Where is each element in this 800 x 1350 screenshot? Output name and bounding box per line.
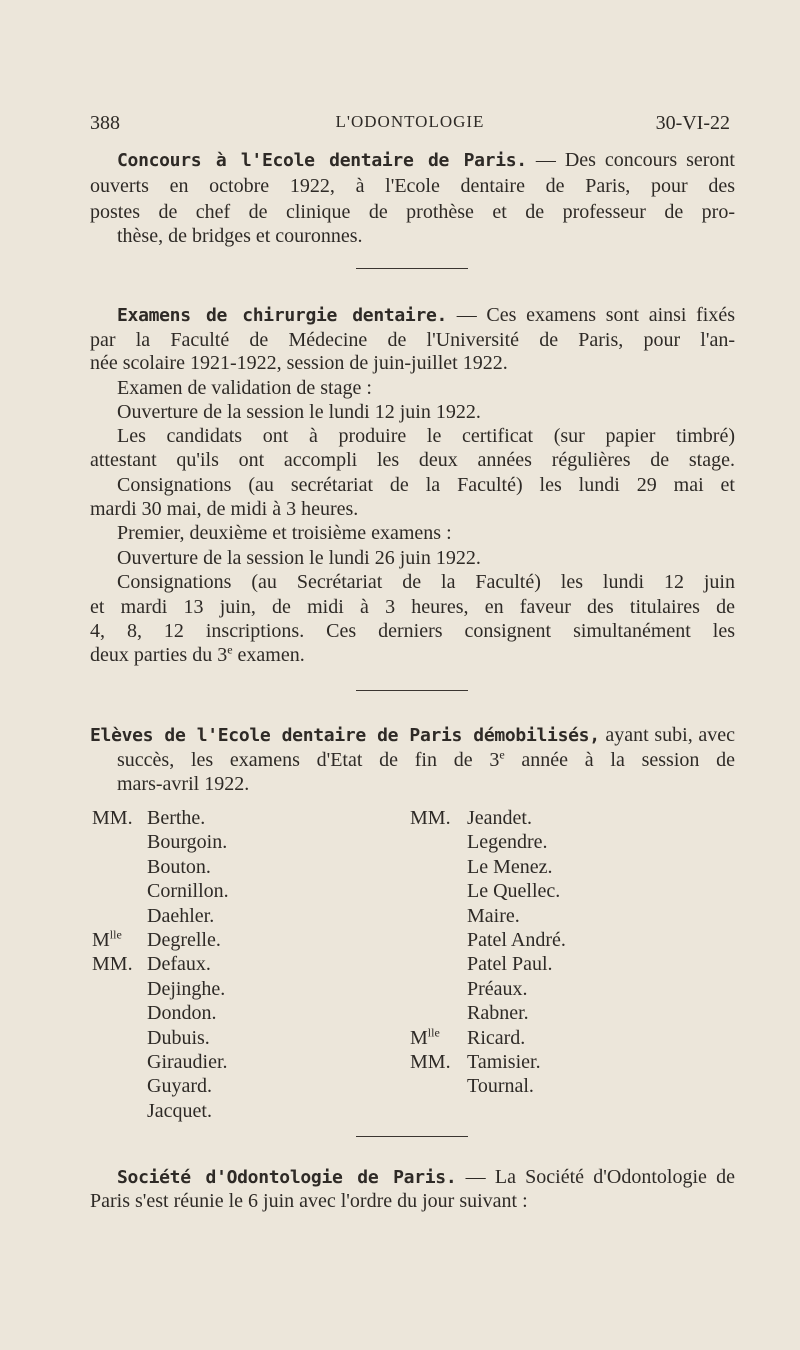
- societe-text: — La Société d'Odontologie de: [456, 1166, 735, 1188]
- examens-text: — Ces examens sont ainsi fixés: [447, 304, 736, 326]
- examens-line-11: Ouverture de la session le lundi 26 juin 1922.: [117, 547, 481, 569]
- student-name: Tamisier.: [467, 1051, 541, 1073]
- examens-line-9: mardi 30 mai, de midi à 3 heures.: [90, 498, 359, 520]
- honorific: $M^{lle}$: [92, 927, 122, 951]
- student-name: Daehler.: [147, 904, 215, 927]
- student-name: Berthe.: [147, 807, 206, 829]
- student-name: Maire.: [467, 904, 520, 927]
- examens-line-7: attestant qu'ils ont accompli les deux années régulières de stage.: [90, 449, 735, 471]
- eleves-text: ayant subi, avec: [599, 724, 735, 746]
- student-name: Jacquet.: [147, 1099, 212, 1122]
- issue-date: 30-VI-22: [655, 112, 730, 134]
- eleves-text-part: année à la session de: [504, 749, 735, 771]
- student-name: Cornillon.: [147, 880, 229, 903]
- honorific: MM.: [92, 807, 133, 829]
- running-header: [90, 112, 730, 138]
- journal-title: L'ODONTOLOGIE: [335, 112, 485, 131]
- concours-line-2: ouverts en octobre 1922, à l'Ecole dentaire de Paris, pour des: [90, 175, 735, 197]
- examens-heading: Examens de chirurgie dentaire.: [117, 305, 448, 326]
- student-name: Dubuis.: [147, 1026, 210, 1049]
- examens-text-part: examen.: [232, 644, 305, 666]
- student-name: Legendre.: [467, 831, 548, 854]
- societe-line-1: [117, 1165, 735, 1190]
- examens-line-12: Consignations (au Secrétariat de la Faculté) les lundi 12 juin: [117, 571, 735, 593]
- honorific: MM.: [410, 807, 451, 829]
- honorific: $M^{lle}$: [410, 1024, 440, 1049]
- student-name: Le Menez.: [467, 855, 553, 878]
- eleves-line-3: mars-avril 1922.: [117, 773, 250, 795]
- eleves-heading: Elèves de l'Ecole dentaire de Paris démobilisés,: [90, 725, 600, 746]
- section-divider: [356, 690, 468, 691]
- section-divider: [356, 268, 468, 269]
- eleves-line-1: [90, 723, 735, 748]
- student-name: Bourgoin.: [147, 831, 228, 854]
- student-name: Giraudier.: [147, 1051, 228, 1073]
- examens-line-2: par la Faculté de Médecine de l'Université de Paris, pour l'an-: [90, 329, 735, 351]
- concours-heading: Concours à l'Ecole dentaire de Paris.: [117, 150, 527, 171]
- honorific-superscript: lle: [109, 927, 122, 942]
- examens-line-8: Consignations (au secrétariat de la Faculté) les lundi 29 mai et: [117, 474, 735, 496]
- student-name: Le Quellec.: [467, 880, 561, 903]
- honorific: MM.: [92, 953, 133, 976]
- examens-line-10: Premier, deuxième et troisième examens :: [117, 522, 452, 544]
- examens-line-3: née scolaire 1921-1922, session de juin-juillet 1922.: [90, 352, 508, 374]
- student-name: Rabner.: [467, 1002, 529, 1025]
- honorific-superscript: lle: [427, 1024, 440, 1039]
- student-name: Bouton.: [147, 855, 211, 878]
- concours-text: — Des concours seront: [526, 149, 735, 171]
- concours-line-3: postes de chef de clinique de prothèse et de professeur de pro-: [90, 201, 735, 223]
- societe-line-2: Paris s'est réunie le 6 juin avec l'ordre du jour suivant :: [90, 1190, 528, 1212]
- concours-line-1: [117, 148, 735, 173]
- examens-line-1: [117, 303, 735, 328]
- student-name: Patel Paul.: [467, 953, 553, 976]
- honorific: MM.: [410, 1051, 451, 1073]
- concours-line-4: thèse, de bridges et couronnes.: [117, 225, 363, 247]
- section-divider: [356, 1136, 468, 1137]
- student-name: Dejinghe.: [147, 977, 226, 1000]
- societe-heading: Société d'Odontologie de Paris.: [117, 1167, 457, 1188]
- student-name: Dondon.: [147, 1002, 217, 1025]
- examens-line-6: Les candidats ont à produire le certificat (sur papier timbré): [117, 425, 735, 447]
- examens-line-13: et mardi 13 juin, de midi à 3 heures, en faveur des titulaires de: [90, 596, 735, 618]
- eleves-text-part: succès, les examens d'Etat de fin de 3: [117, 749, 500, 771]
- student-name: Ricard.: [467, 1026, 526, 1049]
- student-name: Jeandet.: [467, 807, 532, 829]
- student-name: Préaux.: [467, 977, 528, 1000]
- student-name: Tournal.: [467, 1075, 534, 1098]
- examens-line-5: Ouverture de la session le lundi 12 juin 1922.: [117, 401, 481, 423]
- student-name: Guyard.: [147, 1075, 212, 1098]
- student-name: Defaux.: [147, 953, 211, 976]
- page-number: 388: [90, 112, 120, 134]
- examens-line-4: Examen de validation de stage :: [117, 377, 372, 399]
- student-name: Patel André.: [467, 929, 566, 951]
- examens-line-14: 4, 8, 12 inscriptions. Ces derniers consignent simultanément les: [90, 620, 735, 642]
- examens-text-part: deux parties du 3: [90, 644, 228, 666]
- examens-line-15: [90, 643, 735, 667]
- student-name: Degrelle.: [147, 929, 221, 951]
- eleves-line-2: [117, 748, 735, 772]
- superscript: e: [499, 747, 505, 762]
- superscript: e: [227, 642, 233, 657]
